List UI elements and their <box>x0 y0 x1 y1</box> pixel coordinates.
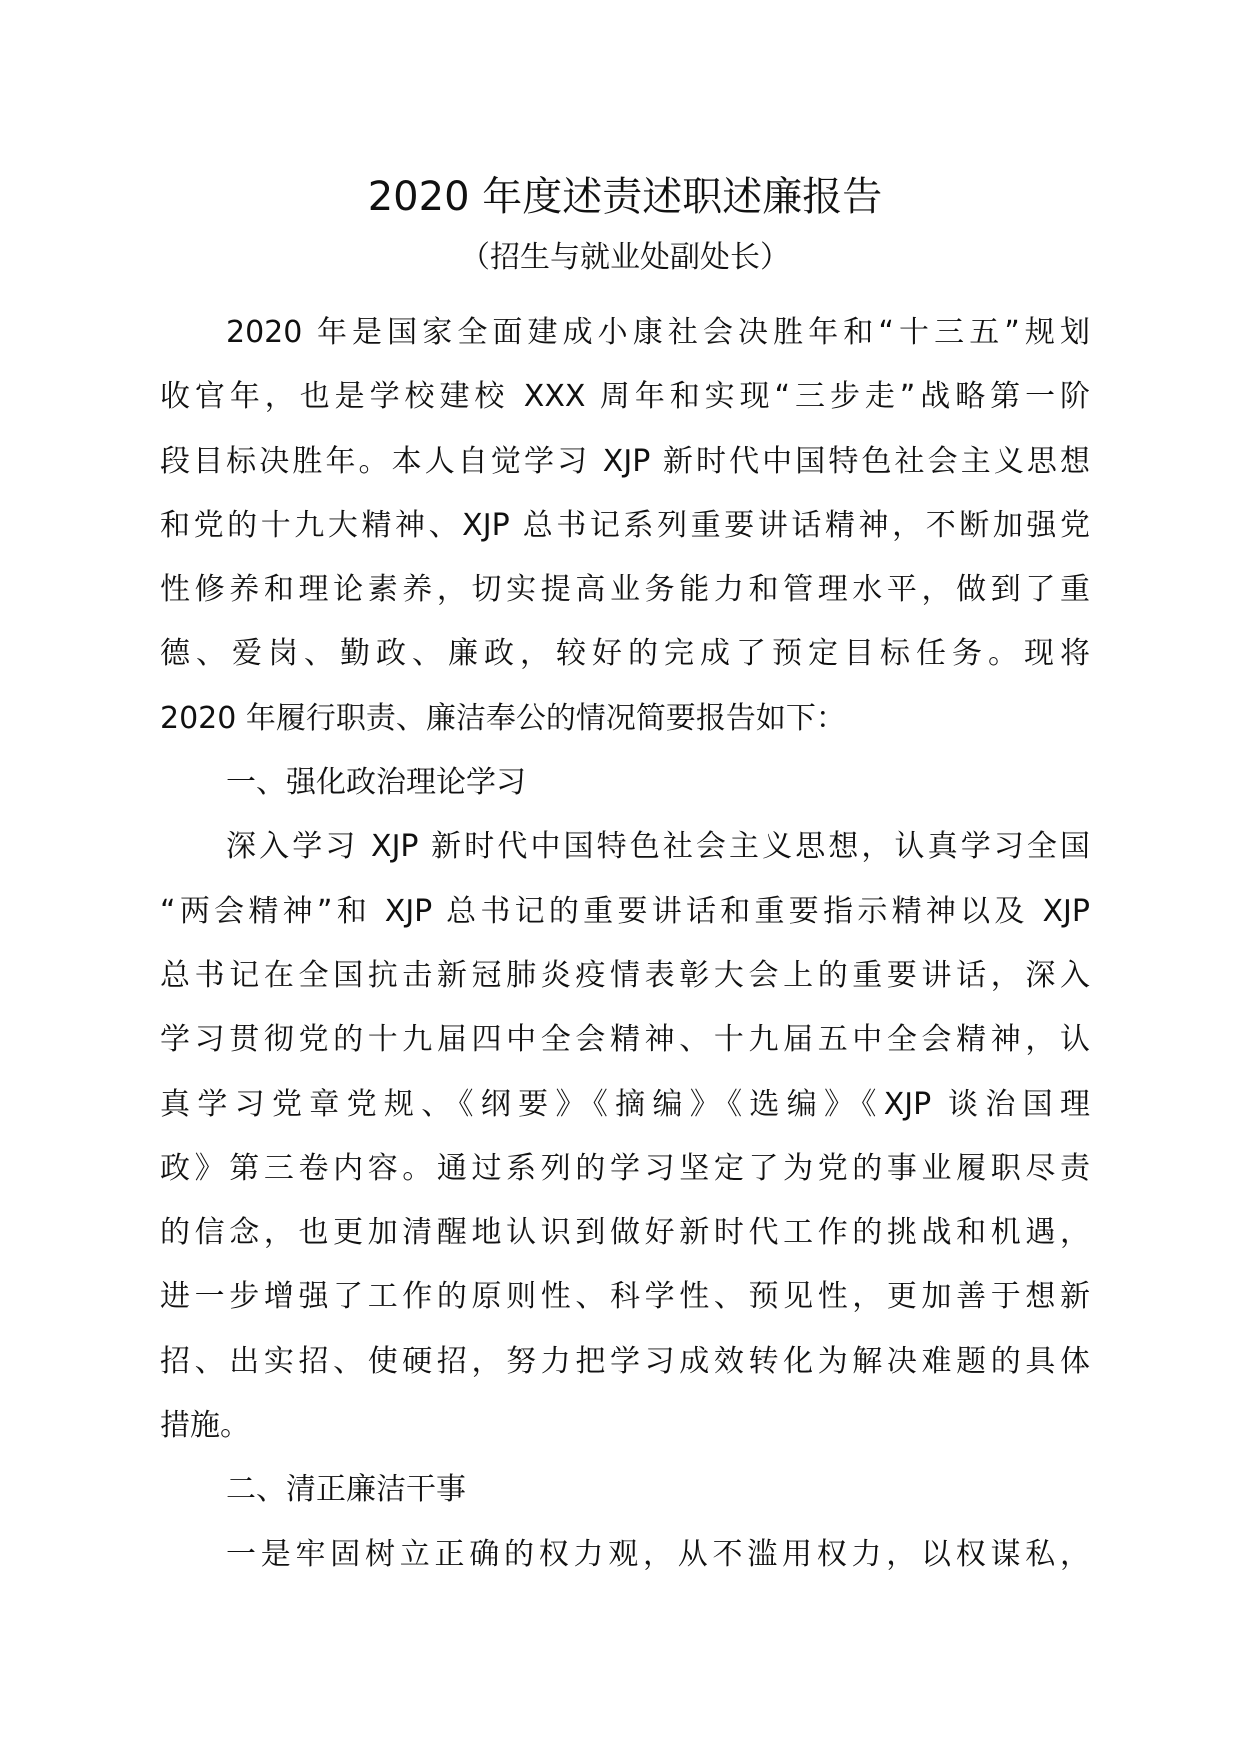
text-line: 深入学习 XJP 新时代中国特色社会主义思想，认真学习全国 <box>226 829 1090 865</box>
text-line: 真学习党章党规、《纲要》《摘编》《选编》《XJP 谈治国理 <box>160 1086 1090 1122</box>
text-line: 性修养和理论素养，切实提高业务能力和管理水平，做到了重 <box>160 572 1090 608</box>
text-line: 2020 年是国家全面建成小康社会决胜年和“十三五”规划 <box>226 315 1090 350</box>
text-line: 措施。 <box>160 1408 250 1444</box>
text-line: “两会精神”和 XJP 总书记的重要讲话和重要指示精神以及 XJP <box>160 893 1090 929</box>
text-line: 德、爱岗、勤政、廉政，较好的完成了预定目标任务。现将 <box>160 636 1090 672</box>
text-line: 段目标决胜年。本人自觉学习 XJP 新时代中国特色社会主义思想 <box>160 443 1090 479</box>
text-line: 学习贯彻党的十九届四中全会精神、十九届五中全会精神，认 <box>160 1022 1090 1058</box>
document-page <box>160 0 1090 1754</box>
text-line: 进一步增强了工作的原则性、科学性、预见性，更加善于想新 <box>160 1279 1090 1315</box>
text-line: 二、清正廉洁干事 <box>226 1472 466 1508</box>
document-body <box>160 301 1090 1587</box>
text-line: 政》第三卷内容。通过系列的学习坚定了为党的事业履职尽责 <box>160 1150 1090 1186</box>
document-title: 2020 年度述责述职述廉报告 <box>367 174 883 220</box>
text-line: 一是牢固树立正确的权力观，从不滥用权力，以权谋私， <box>226 1536 1090 1572</box>
document-subtitle: （招生与就业处副处长） <box>460 240 790 275</box>
text-line: 招、出实招、使硬招，努力把学习成效转化为解决难题的具体 <box>160 1343 1090 1379</box>
text-line: 和党的十九大精神、XJP 总书记系列重要讲话精神，不断加强党 <box>160 507 1090 543</box>
text-line: 总书记在全国抗击新冠肺炎疫情表彰大会上的重要讲话，深入 <box>160 957 1090 993</box>
text-line: 一、强化政治理论学习 <box>226 765 526 801</box>
text-line: 的信念，也更加清醒地认识到做好新时代工作的挑战和机遇， <box>160 1215 1090 1251</box>
text-line: 收官年，也是学校建校 XXX 周年和实现“三步走”战略第一阶 <box>160 379 1090 415</box>
text-line: 2020 年履行职责、廉洁奉公的情况简要报告如下： <box>160 700 846 736</box>
